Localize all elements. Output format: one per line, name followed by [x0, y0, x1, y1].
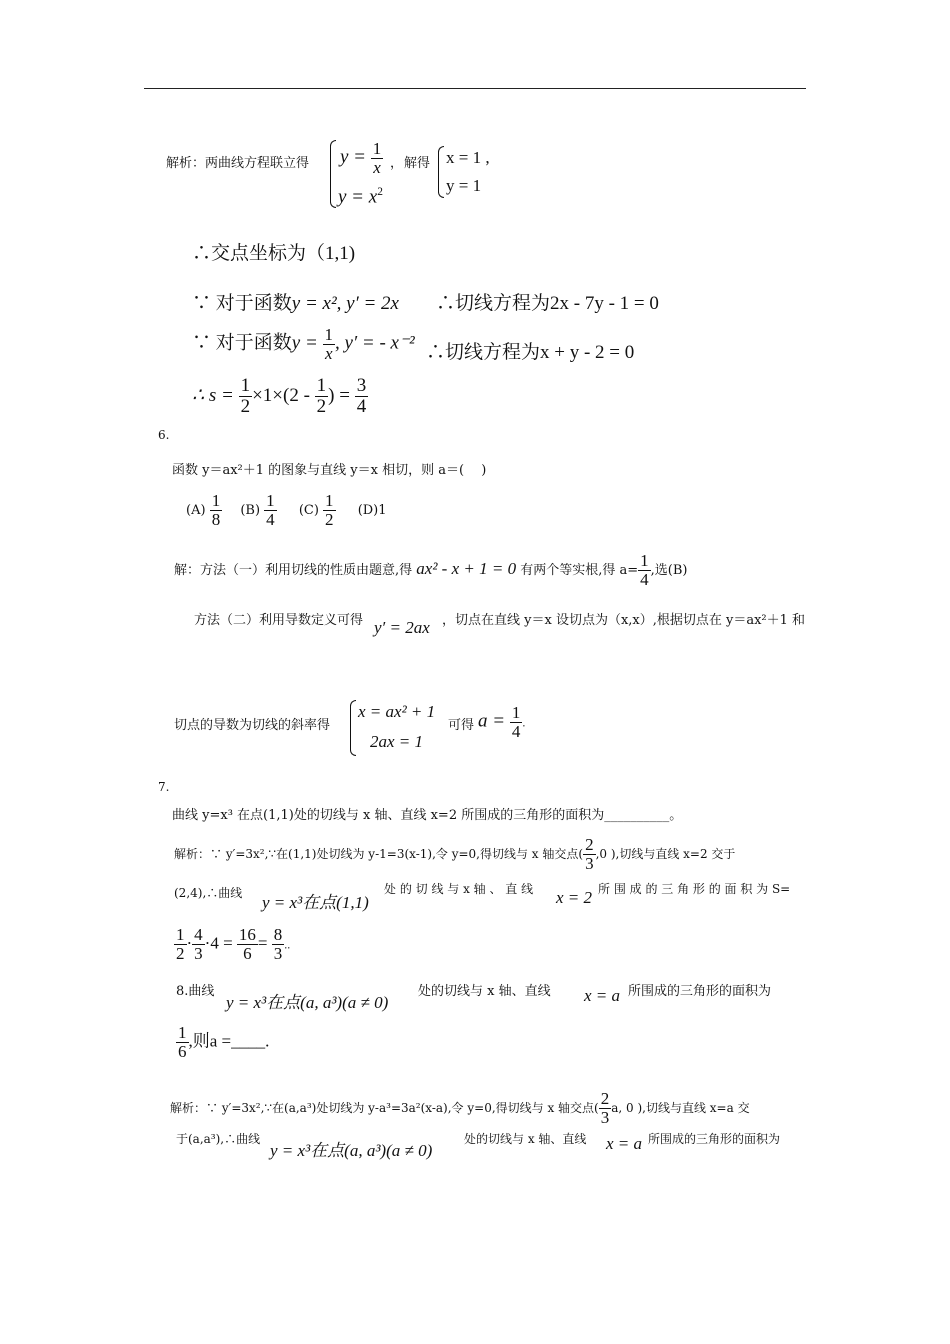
q8-stem-d: x = a [584, 986, 621, 1005]
q7-number: 7. [158, 780, 170, 794]
q6-answer: a = $\frac{1}{4}$ . [478, 703, 526, 741]
q6-stem: 函数 y＝ax²＋1 的图象与直线 y＝x 相切，则 a＝( ) [172, 463, 487, 478]
derivative-line-2: ∵ 对于函数y = $\frac{1}{x}$ , y′ = - x⁻² [192, 325, 415, 363]
q8-solution-2a: 于(a,a³),∴曲线 [176, 1132, 261, 1146]
q8-stem-e: 所围成的三角形的面积为 [628, 984, 772, 999]
q8-stem-b: y = x³在点(a, a³)(a ≠ 0) [226, 993, 389, 1012]
q8-line2: $\frac{1}{6}$ ,则a =____. [178, 1023, 270, 1061]
sys1-line2: $y = x^2$ [338, 186, 383, 208]
q6-sys-line2: 2ax = 1 [370, 732, 424, 751]
q8-solution-2c: 处的切线与 x 轴、直线 [464, 1132, 587, 1146]
tangent-eq-2: ∴切线方程为x + y - 2 = 0 [426, 342, 635, 363]
q6-solution-2a: 方法（二）利用导数定义可得 [194, 613, 364, 628]
system-brace-3 [350, 700, 356, 756]
q6-sys-line1: x = ax² + 1 [358, 702, 436, 721]
q8-stem-c: 处的切线与 x 轴、直线 [418, 984, 551, 999]
q6-options: (A) $\frac{1}{8}$ (B) $\frac{1}{4}$ (C) $\frac{1}{2}$ (D)1 [186, 491, 387, 529]
sec5-comma: ， [390, 156, 404, 171]
system-brace-1 [330, 140, 336, 208]
q8-solution-2d: x = a [606, 1134, 643, 1153]
system-brace-2 [438, 146, 444, 198]
q7-solution-1: 解析：∵ y′=3x²,∵在(1,1)处切线为 y-1=3(x-1),令 y=0,得切线与 x 轴交点( $\frac{2}{3}$ ,0 ),切线与直线 x=2 交于 [174, 835, 736, 873]
q7-solution-2d: x = 2 [556, 888, 593, 907]
q8-stem-a: 8.曲线 [176, 984, 215, 999]
derivative-line-1: ∵ 对于函数y = x², y′ = 2x [192, 293, 399, 314]
q7-solution-2e: 所 围 成 的 三 角 形 的 面 积 为 S= [598, 882, 791, 896]
q7-solution-3: $\frac{1}{2}$ · $\frac{4}{3}$ ·4 = $\frac{16}{6}$ = $\frac{8}{3}$ .. [176, 925, 291, 963]
q7-solution-2c: 处 的 切 线 与 x 轴 、 直 线 [384, 882, 534, 896]
sys2-line2: y = 1 [446, 176, 482, 195]
q6-number: 6. [158, 428, 170, 442]
sys2-line1: x = 1 , [446, 148, 490, 167]
q7-solution-2b: y = x³在点(1,1) [262, 893, 369, 912]
sys1-line1: y = $\frac{1}{x}$ [340, 139, 382, 177]
q6-solution-2c: ，切点在直线 y＝x 设切点为（x,x）,根据切点在 y＝ax²＋1 和 [442, 613, 806, 628]
intersection-line: ∴交点坐标为（1,1) [192, 243, 356, 264]
sec5-jiede: 解得 [404, 156, 431, 171]
q7-solution-2a: (2,4),∴曲线 [174, 886, 243, 900]
area-line: ∴ s = $\frac{1}{2}$ ×1×(2 - $\frac{1}{2}$ ) = $\frac{3}{4}$ [192, 375, 367, 417]
q6-solution-3a: 切点的导数为切线的斜率得 [174, 718, 331, 733]
q6-solution-3b: 可得 [448, 718, 475, 733]
q6-solution-1: 解：方法（一）利用切线的性质由题意,得 ax² - x + 1 = 0 有两个等实根,得 a= $\frac{1}{4}$ ,选(B) [174, 551, 688, 589]
header-rule [144, 88, 806, 89]
q8-solution-1: 解析：∵ y′=3x²,∵在(a,a³)处切线为 y-a³=3a²(x-a),令 y=0,得切线与 x 轴交点( $\frac{2}{3}$ a, 0 ),切线与直线 x=a 交 [170, 1089, 750, 1127]
tangent-eq-1: ∴切线方程为2x - 7y - 1 = 0 [436, 293, 659, 314]
q8-solution-2e: 所围成的三角形的面积为 [648, 1132, 781, 1146]
q8-solution-2b: y = x³在点(a, a³)(a ≠ 0) [270, 1141, 433, 1160]
sec5-intro: 解析：两曲线方程联立得 [166, 156, 310, 171]
q6-solution-2b: y′ = 2ax [374, 618, 430, 637]
q7-stem: 曲线 y=x³ 在点(1,1)处的切线与 x 轴、直线 x=2 所围成的三角形的面积为__________。 [172, 808, 683, 823]
